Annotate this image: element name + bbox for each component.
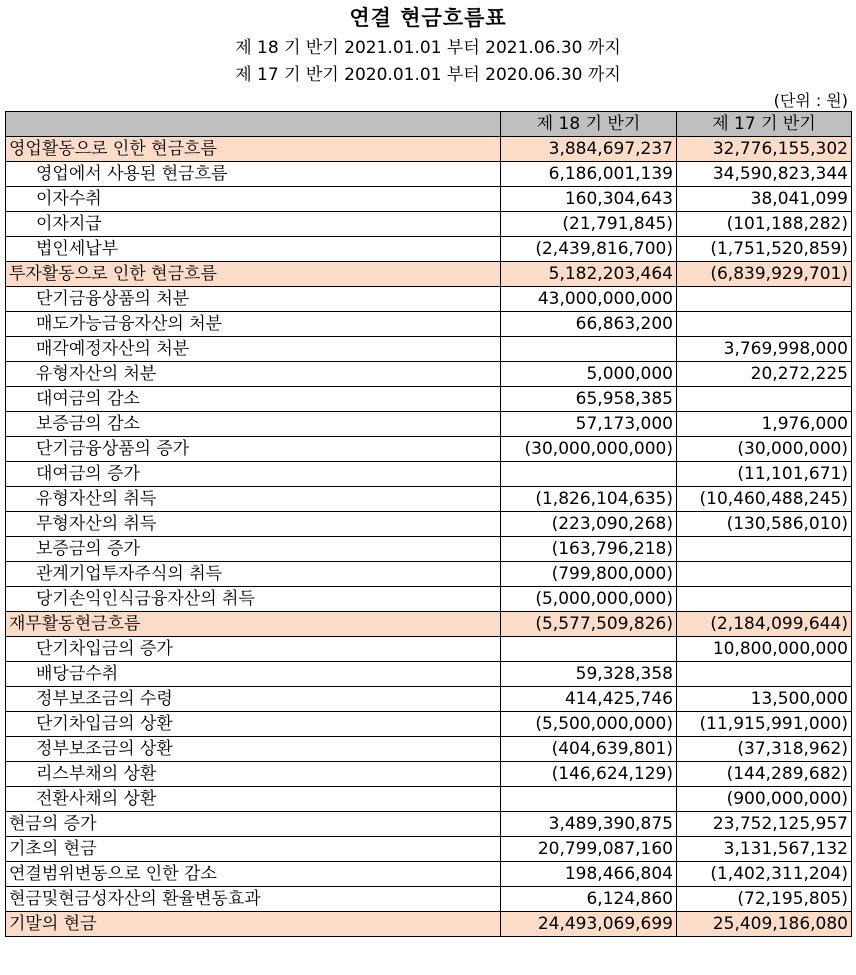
value-prior: (11,915,991,000): [677, 712, 852, 737]
row-label: 유형자산의 처분: [6, 362, 501, 387]
row-label: 단기금융상품의 증가: [6, 437, 501, 462]
row-label: 매각예정자산의 처분: [6, 337, 501, 362]
header-cell-prior: 제 17 기 반기: [677, 112, 852, 137]
table-row: [6, 612, 852, 637]
table-row: [6, 512, 852, 537]
table-row: [6, 762, 852, 787]
value-current: 57,173,000: [501, 412, 677, 437]
row-label: 현금및현금성자산의 환율변동효과: [6, 887, 501, 912]
value-current: 43,000,000,000: [501, 287, 677, 312]
cash-flow-table: [5, 111, 852, 937]
value-prior: (101,188,282): [677, 212, 852, 237]
table-row: [6, 787, 852, 812]
value-current: (5,500,000,000): [501, 712, 677, 737]
value-current: 3,884,697,237: [501, 137, 677, 162]
row-label: 관계기업투자주식의 취득: [6, 562, 501, 587]
value-prior: [677, 537, 852, 562]
table-row: [6, 487, 852, 512]
value-prior: (144,289,682): [677, 762, 852, 787]
value-prior: 10,800,000,000: [677, 637, 852, 662]
table-row: [6, 887, 852, 912]
value-current: 20,799,087,160: [501, 837, 677, 862]
value-prior: 3,769,998,000: [677, 337, 852, 362]
row-label: 정부보조금의 상환: [6, 737, 501, 762]
value-current: 24,493,069,699: [501, 912, 677, 937]
header-cell-current: 제 18 기 반기: [501, 112, 677, 137]
value-prior: 38,041,099: [677, 187, 852, 212]
table-row: [6, 837, 852, 862]
table-row: [6, 337, 852, 362]
value-prior: (11,101,671): [677, 462, 852, 487]
value-current: 5,182,203,464: [501, 262, 677, 287]
row-label: 이자수취: [6, 187, 501, 212]
row-label: 당기손익인식금융자산의 취득: [6, 587, 501, 612]
unit-label: (단위 : 원): [773, 91, 848, 110]
row-label: 단기차입금의 상환: [6, 712, 501, 737]
page-title: 연결 현금흐름표: [349, 6, 507, 30]
value-prior: [677, 312, 852, 337]
table-row: [6, 662, 852, 687]
row-label: 전환사채의 상환: [6, 787, 501, 812]
period-prior: 제 17 기 반기 2020.01.01 부터 2020.06.30 까지: [235, 65, 621, 85]
row-label: 리스부채의 상환: [6, 762, 501, 787]
row-label: 무형자산의 취득: [6, 512, 501, 537]
value-current: (21,791,845): [501, 212, 677, 237]
value-prior: 23,752,125,957: [677, 812, 852, 837]
table-row: [6, 162, 852, 187]
row-label: 대여금의 증가: [6, 462, 501, 487]
value-prior: 34,590,823,344: [677, 162, 852, 187]
table-row: [6, 737, 852, 762]
value-prior: (37,318,962): [677, 737, 852, 762]
value-prior: [677, 562, 852, 587]
value-prior: 32,776,155,302: [677, 137, 852, 162]
table-row: [6, 262, 852, 287]
value-prior: 13,500,000: [677, 687, 852, 712]
value-prior: [677, 387, 852, 412]
value-current: (223,090,268): [501, 512, 677, 537]
value-current: (5,577,509,826): [501, 612, 677, 637]
table-row: [6, 437, 852, 462]
table-row: [6, 562, 852, 587]
value-prior: (6,839,929,701): [677, 262, 852, 287]
row-label: 기초의 현금: [6, 837, 501, 862]
value-prior: (130,586,010): [677, 512, 852, 537]
value-prior: 20,272,225: [677, 362, 852, 387]
table-row: [6, 462, 852, 487]
header-cell-label: [6, 112, 501, 137]
value-prior: [677, 287, 852, 312]
value-current: 59,328,358: [501, 662, 677, 687]
value-current: [501, 462, 677, 487]
table-row: [6, 637, 852, 662]
value-prior: 25,409,186,080: [677, 912, 852, 937]
row-label: 영업에서 사용된 현금흐름: [6, 162, 501, 187]
row-label: 이자지급: [6, 212, 501, 237]
value-current: (799,800,000): [501, 562, 677, 587]
value-prior: 3,131,567,132: [677, 837, 852, 862]
value-current: [501, 337, 677, 362]
table-row: [6, 537, 852, 562]
table-row: [6, 187, 852, 212]
row-label: 대여금의 감소: [6, 387, 501, 412]
value-current: 160,304,643: [501, 187, 677, 212]
table-row: [6, 862, 852, 887]
value-prior: (1,402,311,204): [677, 862, 852, 887]
table-row: [6, 687, 852, 712]
table-row: [6, 812, 852, 837]
row-label: 재무활동현금흐름: [6, 612, 501, 637]
value-current: (404,639,801): [501, 737, 677, 762]
row-label: 단기차입금의 증가: [6, 637, 501, 662]
value-prior: (2,184,099,644): [677, 612, 852, 637]
value-current: (1,826,104,635): [501, 487, 677, 512]
table-row: [6, 237, 852, 262]
value-current: 6,186,001,139: [501, 162, 677, 187]
table-row: [6, 137, 852, 162]
row-label: 투자활동으로 인한 현금흐름: [6, 262, 501, 287]
row-label: 유형자산의 취득: [6, 487, 501, 512]
value-prior: (30,000,000): [677, 437, 852, 462]
value-current: 65,958,385: [501, 387, 677, 412]
table-row: [6, 712, 852, 737]
value-current: 198,466,804: [501, 862, 677, 887]
value-prior: (72,195,805): [677, 887, 852, 912]
row-label: 기말의 현금: [6, 912, 501, 937]
row-label: 현금의 증가: [6, 812, 501, 837]
table-row: [6, 362, 852, 387]
row-label: 보증금의 증가: [6, 537, 501, 562]
value-current: (146,624,129): [501, 762, 677, 787]
value-current: (2,439,816,700): [501, 237, 677, 262]
value-current: (5,000,000,000): [501, 587, 677, 612]
value-prior: (900,000,000): [677, 787, 852, 812]
table-row: [6, 312, 852, 337]
table-row: [6, 912, 852, 937]
row-label: 영업활동으로 인한 현금흐름: [6, 137, 501, 162]
value-current: (163,796,218): [501, 537, 677, 562]
row-label: 연결범위변동으로 인한 감소: [6, 862, 501, 887]
row-label: 단기금융상품의 처분: [6, 287, 501, 312]
table-row: [6, 387, 852, 412]
value-current: [501, 787, 677, 812]
table-row: [6, 287, 852, 312]
value-prior: [677, 662, 852, 687]
value-current: [501, 637, 677, 662]
row-label: 매도가능금융자산의 처분: [6, 312, 501, 337]
value-prior: (1,751,520,859): [677, 237, 852, 262]
table-row: [6, 412, 852, 437]
row-label: 배당금수취: [6, 662, 501, 687]
value-prior: (10,460,488,245): [677, 487, 852, 512]
value-prior: 1,976,000: [677, 412, 852, 437]
row-label: 보증금의 감소: [6, 412, 501, 437]
table-row: [6, 212, 852, 237]
table-row: [6, 587, 852, 612]
value-current: 414,425,746: [501, 687, 677, 712]
value-current: 66,863,200: [501, 312, 677, 337]
value-prior: [677, 587, 852, 612]
period-current: 제 18 기 반기 2021.01.01 부터 2021.06.30 까지: [235, 38, 621, 58]
row-label: 정부보조금의 수령: [6, 687, 501, 712]
table-header-row: [6, 112, 852, 137]
value-current: (30,000,000,000): [501, 437, 677, 462]
value-current: 5,000,000: [501, 362, 677, 387]
row-label: 법인세납부: [6, 237, 501, 262]
value-current: 3,489,390,875: [501, 812, 677, 837]
value-current: 6,124,860: [501, 887, 677, 912]
